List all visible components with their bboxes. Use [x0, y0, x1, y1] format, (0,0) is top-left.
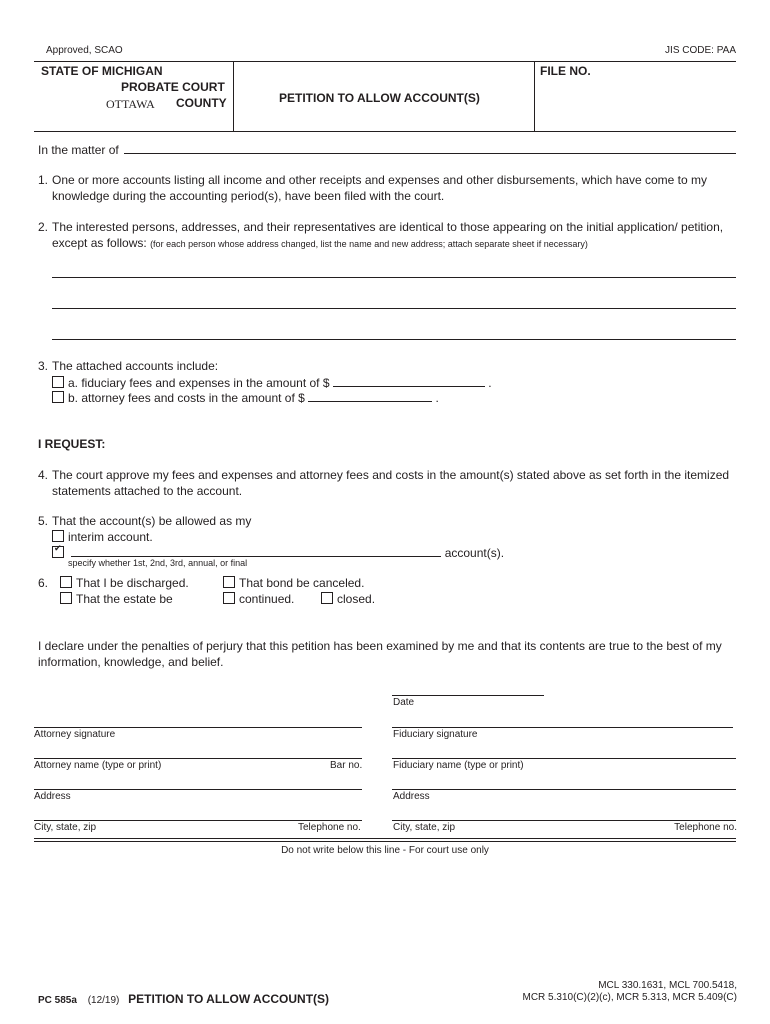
county-label: COUNTY	[176, 96, 227, 110]
continued-checkbox[interactable]	[223, 592, 235, 604]
bar-no-label: Bar no.	[330, 760, 363, 771]
fiduciary-address-label: Address	[393, 791, 430, 802]
item-6-bond	[223, 576, 364, 590]
court-name: PROBATE COURT	[121, 80, 225, 94]
item-3b	[52, 390, 439, 405]
attorney-city-label: City, state, zip	[34, 822, 97, 833]
fiduciary-fees-label: a. fiduciary fees and expenses in the amount of $	[68, 376, 330, 390]
fiduciary-city-label: City, state, zip	[393, 822, 456, 833]
item-4-text: The court approve my fees and expenses and attorney fees and costs in the amount(s) stated above as set forth in the itemized statements attached to the account.	[52, 468, 730, 498]
item-5-interim	[52, 530, 153, 544]
estate-label: That the estate be	[76, 592, 173, 606]
attorney-fees-period: .	[435, 391, 439, 405]
item-6-closed	[321, 592, 375, 606]
address-change-line-3[interactable]	[52, 325, 736, 340]
item-1-number: 1.	[38, 173, 49, 187]
header-top-rule	[34, 61, 736, 62]
fiduciary-signature-label: Fiduciary signature	[393, 729, 478, 740]
discharged-label: That I be discharged.	[76, 576, 189, 590]
declaration-text: I declare under the penalties of perjury that this petition has been examined by me and that its contents are true to the best of my information, knowledge, and belief.	[38, 639, 722, 669]
fiduciary-name-field[interactable]	[392, 744, 736, 759]
attorney-signature-label: Attorney signature	[34, 729, 116, 740]
approval-note: Approved, SCAO	[46, 45, 123, 56]
account-type-hint: specify whether 1st, 2nd, 3rd, annual, or final	[68, 558, 248, 568]
item-2	[38, 220, 738, 252]
attorney-name-label: Attorney name (type or print)	[34, 760, 162, 771]
attorney-fees-checkbox[interactable]	[52, 391, 64, 403]
interim-account-checkbox[interactable]	[52, 530, 64, 542]
item-1	[38, 173, 738, 204]
fiduciary-telephone-label: Telephone no.	[674, 822, 737, 833]
attorney-signature-field[interactable]	[34, 713, 362, 728]
continued-label: continued.	[239, 592, 295, 606]
item-2-text: The interested persons, addresses, and their representatives are identical to those appearing on the initial application/ petition, except as follows:	[52, 220, 724, 250]
form-title: PETITION TO ALLOW ACCOUNT(S)	[279, 91, 480, 105]
court-use-rule-top	[34, 838, 736, 839]
item-1-text: One or more accounts listing all income and other receipts and expenses and other disbursements, which have come to my knowledge during the accounting period(s), have been filed with the court.	[52, 173, 708, 203]
date-label: Date	[393, 697, 415, 708]
header-divider-right	[534, 61, 535, 132]
attorney-address-field[interactable]	[34, 775, 362, 790]
form-revision: (12/19)	[87, 995, 120, 1006]
fiduciary-signature-field[interactable]	[392, 713, 733, 728]
file-no-label: FILE NO.	[540, 64, 591, 78]
interim-account-label: interim account.	[68, 530, 153, 544]
item-4	[38, 468, 738, 499]
item-2-note: (for each person whose address changed, list the name and new address; attach separate sheet if necessary)	[150, 238, 588, 249]
item-6-estate	[60, 592, 173, 606]
address-change-line-2[interactable]	[52, 294, 736, 309]
fiduciary-fees-period: .	[488, 376, 492, 390]
item-5-number: 5.	[38, 514, 49, 528]
fiduciary-address-field[interactable]	[392, 775, 736, 790]
item-6-number: 6.	[38, 576, 49, 590]
other-account-checkbox[interactable]	[52, 546, 64, 558]
state-name: STATE OF MICHIGAN	[41, 64, 163, 78]
declaration	[38, 639, 738, 670]
closed-checkbox[interactable]	[321, 592, 333, 604]
attorney-telephone-label: Telephone no.	[298, 822, 361, 833]
estate-checkbox[interactable]	[60, 592, 72, 604]
attorney-fees-amount[interactable]	[308, 390, 432, 402]
footer-form-id	[38, 992, 329, 1006]
request-heading: I REQUEST:	[38, 437, 106, 451]
item-4-number: 4.	[38, 468, 49, 482]
footer-title: PETITION TO ALLOW ACCOUNT(S)	[128, 992, 330, 1006]
fiduciary-city-field[interactable]	[392, 806, 736, 821]
attorney-name-field[interactable]	[34, 744, 362, 759]
account-suffix: account(s).	[444, 546, 505, 560]
item-3-number: 3.	[38, 359, 49, 373]
citations-line-2: MCR 5.310(C)(2)(c), MCR 5.313, MCR 5.409(C)	[522, 992, 737, 1003]
item-2-number: 2.	[38, 220, 49, 234]
item-5-text: That the account(s) be allowed as my	[52, 514, 252, 528]
item-6-discharged	[60, 576, 189, 590]
header-bottom-rule	[34, 131, 736, 132]
discharged-checkbox[interactable]	[60, 576, 72, 588]
fiduciary-name-label: Fiduciary name (type or print)	[393, 760, 524, 771]
jis-code: JIS CODE: PAA	[665, 45, 736, 56]
citations-line-1: MCL 330.1631, MCL 700.5418,	[598, 980, 737, 991]
bond-canceled-label: That bond be canceled.	[239, 576, 365, 590]
item-3a	[52, 375, 492, 390]
item-3-text: The attached accounts include:	[52, 359, 219, 373]
address-change-line-1[interactable]	[52, 263, 736, 278]
attorney-address-label: Address	[34, 791, 71, 802]
date-field[interactable]	[392, 681, 544, 696]
matter-field[interactable]	[124, 139, 736, 154]
account-type-field[interactable]	[71, 545, 441, 557]
attorney-fees-label: b. attorney fees and costs in the amount of $	[68, 391, 305, 405]
item-6-continued	[223, 592, 294, 606]
form-code: PC 585a	[38, 995, 77, 1006]
file-no-field[interactable]	[540, 84, 730, 124]
fiduciary-fees-checkbox[interactable]	[52, 376, 64, 388]
bond-canceled-checkbox[interactable]	[223, 576, 235, 588]
closed-label: closed.	[337, 592, 376, 606]
footer-citations	[523, 980, 738, 1004]
fiduciary-fees-amount[interactable]	[333, 375, 485, 387]
attorney-city-field[interactable]	[34, 806, 362, 821]
county-value[interactable]: OTTAWA	[106, 97, 155, 111]
matter-label: In the matter of	[38, 143, 119, 157]
court-use-note: Do not write below this line - For court use only	[281, 845, 489, 856]
header-divider-left	[233, 61, 234, 132]
court-use-rule-bottom	[34, 841, 736, 842]
